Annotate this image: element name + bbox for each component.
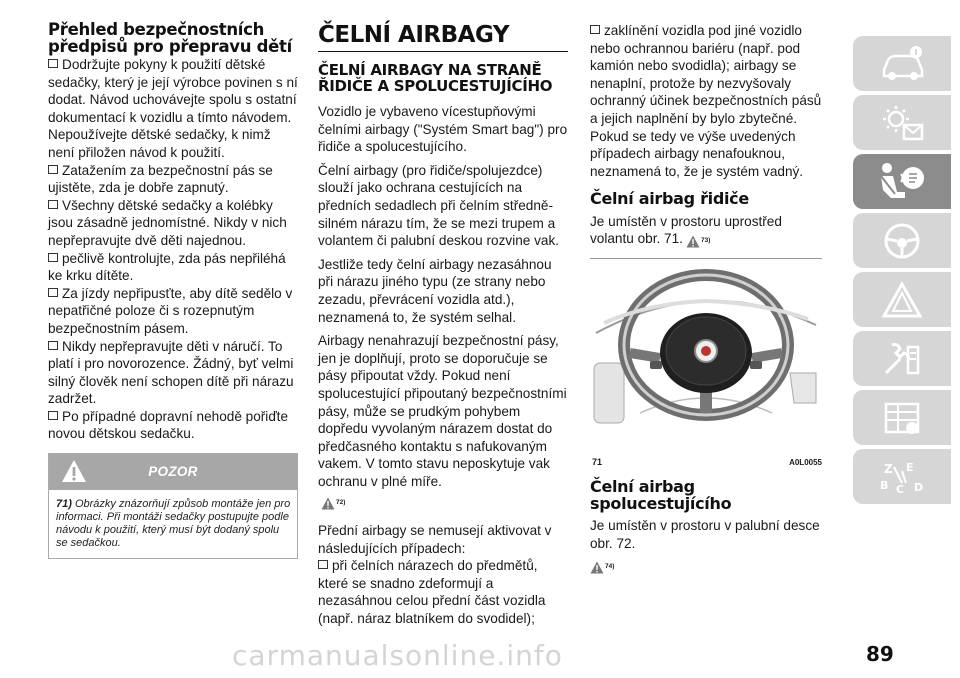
paragraph: Je umístěn v prostoru uprostřed volantu obr. 71. $^{73)}$: [590, 213, 782, 247]
tab-safety[interactable]: [853, 154, 951, 209]
bullet-box-icon: [48, 165, 58, 174]
warning-title: POZOR: [148, 464, 198, 480]
paragraph: Přední airbagy se nemusejí aktivovat v následujících případech:: [318, 523, 552, 556]
column-right: [590, 22, 822, 576]
list-item: Za jízdy nepřipusťte, aby dítě sedělo v nepatřičné poloze či s rozepnutým bezpečnostním pásem.: [48, 285, 293, 336]
seatbelt-airbag-icon: [875, 160, 929, 204]
list-item: při čelních nárazech do předmětů, které se snadno zdeformují a nezasáhnou celou přední část vozidla (např. náraz blatníkem do svodidel);: [318, 558, 546, 627]
section-heading-passenger-airbag: Čelní airbag spolucestujícího: [590, 477, 732, 513]
figure-steering-wheel: [590, 258, 822, 468]
svg-text:B: B: [880, 478, 889, 492]
svg-text:Z: Z: [884, 461, 893, 476]
paragraph: Vozidlo je vybaveno vícestupňovými čelními airbagy ("Systém Smart bag") pro řidiče a spolucestujícího.: [318, 104, 568, 155]
warning-header: [49, 454, 297, 490]
steering-wheel-illustration: [590, 263, 822, 443]
list-item: pečlivě kontrolujte, zda pás nepřiléhá ke krku dítěte.: [48, 250, 286, 284]
steering-wheel-icon: [880, 221, 924, 261]
bullet-box-icon: [590, 25, 600, 34]
paragraph: Je umístěn v prostoru v palubní desce obr. 72.: [590, 518, 820, 551]
dashboard-lights-icon: [878, 103, 926, 143]
tab-dashboard-lights[interactable]: [853, 95, 951, 150]
warning-triangle-icon: [321, 497, 335, 510]
watermark: carmanualsonline.info: [232, 639, 563, 672]
chapter-tabs: [853, 36, 951, 508]
maintenance-icon: [878, 339, 926, 379]
warning-triangle-icon: [686, 235, 700, 248]
column-middle: [318, 22, 568, 628]
bullet-box-icon: [48, 411, 58, 420]
page-title: ČELNÍ AIRBAGY: [318, 22, 568, 52]
section-heading-child-safety: Přehled bezpečnostních předpisů pro přepravu dětí: [48, 20, 292, 56]
page-number: 89: [866, 642, 894, 666]
bullet-box-icon: [48, 341, 58, 350]
list-item: Po případné dopravní nehodě pořiďte novou dětskou sedačku.: [48, 408, 289, 442]
bullet-box-icon: [48, 59, 58, 68]
figure-code: A0L0055: [789, 458, 822, 468]
bullet-box-icon: [48, 288, 58, 297]
paragraph: Čelní airbagy (pro řidiče/spolujezdce) slouží jako ochrana cestujících na předních sedadlech při čelním středně-silném nárazu tím, že se mezi trupem a volantem či palubní deskou rozvine vak.: [318, 162, 560, 249]
paragraph: Jestliže tedy čelní airbagy nezasáhnou při nárazu jiného typu (ze strany nebo zezadu, převrácení vozidla atd.), neznamená to, že systém selhal.: [318, 256, 552, 325]
warning-text: 71) Obrázky znázorňují způsob montáže jen pro informaci. Při montáži sedačky postupujte podle návodu k použití, který musí být dodaný spolu se sedačkou.: [56, 498, 291, 550]
warning-triangle-icon: [880, 280, 924, 320]
warning-box: [48, 453, 298, 559]
tab-maintenance[interactable]: [853, 331, 951, 386]
list-item: zaklínění vozidla pod jiné vozidlo nebo ochrannou bariéru (např. pod kamión nebo svodidla); airbagy se nenaplní, protože by nezvyšovaly ochranný účinek bezpečnostních pásů a jejich naplnění by bylo zbytečné. Pokud se tedy ve výše uvedených případech airbagy nenafouknou, neznamená to, že je systém vadný.: [590, 23, 822, 179]
technical-data-icon: [878, 398, 926, 438]
list-item: Nikdy nepřepravujte děti v náručí. To platí i pro novorozence. Žádný, byť velmi silný člověk není schopen dítě při nárazu zadržet.: [48, 338, 294, 407]
car-info-icon: [878, 44, 926, 84]
index-icon: [876, 457, 928, 497]
section-heading-front-airbags: ČELNÍ AIRBAGY NA STRANĚ ŘIDIČE A SPOLUCESTUJÍCÍHO: [318, 61, 553, 95]
tab-index[interactable]: [853, 449, 951, 504]
column-left: [48, 22, 298, 559]
bullet-box-icon: [318, 560, 328, 569]
list-item: Dodržujte pokyny k použití dětské sedačky, který je její výrobce povinen s ní dodat. Návod uchovávejte spolu s ostatní dokumentací k vozidlu a tímto návodem. Nepoužívejte dětské sedačky, k nimž není přiložen návod k použití.: [48, 57, 298, 160]
tab-technical-data[interactable]: [853, 390, 951, 445]
list-item: Zatažením za bezpečnostní pás se ujistěte, zda je dobře zapnutý.: [48, 162, 273, 196]
warning-triangle-icon: [590, 561, 604, 574]
bullet-box-icon: [48, 200, 58, 209]
warning-reference: 72): [318, 492, 568, 512]
section-heading-driver-airbag: Čelní airbag řidiče: [590, 189, 749, 209]
svg-text:E: E: [906, 460, 914, 474]
tab-car-info[interactable]: [853, 36, 951, 91]
tab-driving[interactable]: [853, 213, 951, 268]
svg-text:D: D: [914, 480, 924, 494]
warning-reference: 74): [590, 556, 822, 576]
bullet-box-icon: [48, 253, 58, 262]
svg-text:C: C: [896, 482, 905, 496]
paragraph: Airbagy nenahrazují bezpečnostní pásy, jen je doplňují, proto se doporučuje se pásy připoutat vždy. Pokud není spolucestující připoutaný bezpečnostními pásy, může se prudkým pohybem dopředu vyvolaným nárazem dostat do předčasného kontaktu s nafukovaným vakem. V tomto stavu neposkytuje vak ochranu v plné míře.: [318, 333, 567, 489]
list-item: Všechny dětské sedačky a kolébky jsou zásadně jednomístné. Nikdy v nich nepřepravujte dvě děti najednou.: [48, 197, 287, 248]
tab-emergency[interactable]: [853, 272, 951, 327]
figure-label: 71: [592, 457, 603, 468]
